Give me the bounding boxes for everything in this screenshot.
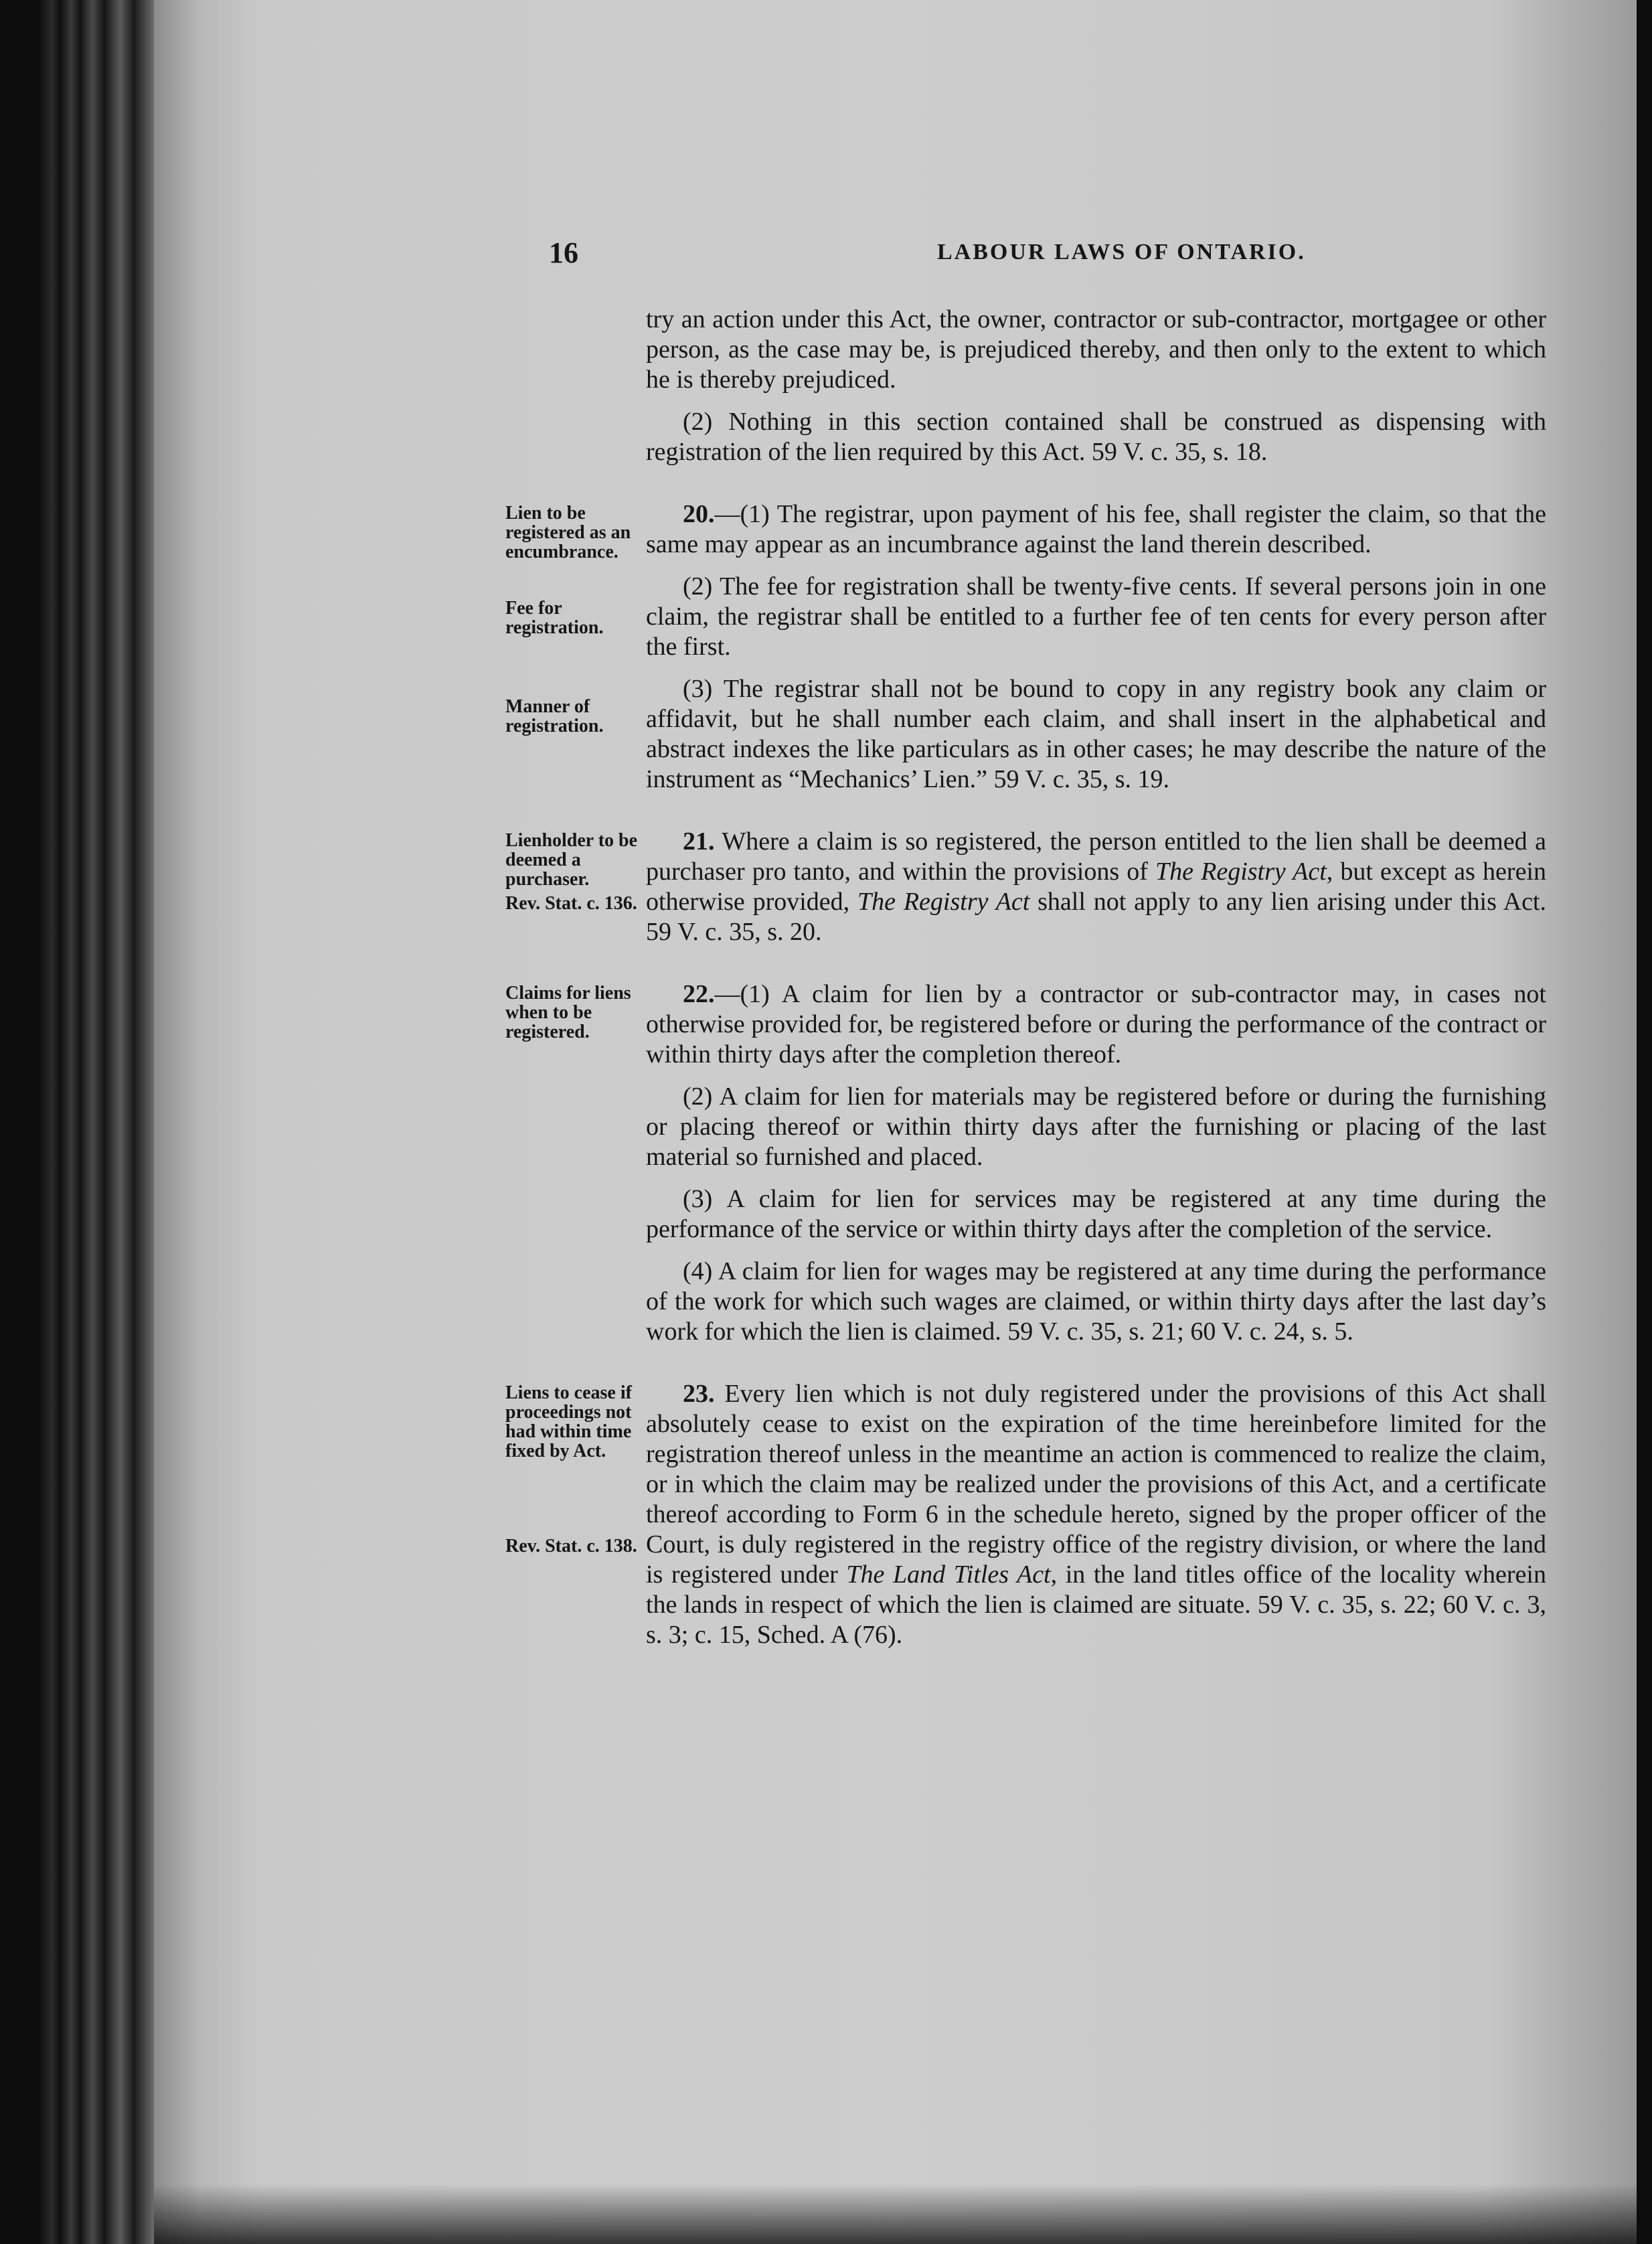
section-text: Where a claim is so registered, the person entitled to the lien shall be deemed a purchaser pro tanto, and within the provisions of <box>646 827 1546 886</box>
section-text: —(1) The registrar, upon payment of his fee, shall register the claim, so that the same may appear as an incumbrance against the land therein described. <box>646 500 1546 558</box>
running-head <box>549 236 1553 276</box>
margin-note: Manner of registration. <box>505 696 604 736</box>
margin-note: Lienholder to be deemed a purchaser. <box>505 830 638 890</box>
page-number: 16 <box>549 236 578 269</box>
section-paragraph: (4) A claim for lien for wages may be registered at any time during the performance of the work for which such wages are claimed, or within thirty days after the last day’s work for which the lien is claimed. 59 V. c. 35, s. 21; 60 V. c. 24, s. 5. <box>646 1257 1546 1346</box>
section-paragraph <box>646 827 1546 947</box>
continuation-paragraph: try an action under this Act, the owner, contractor or sub-contractor, mortgagee or other person, as the case may be, is prejudiced thereby, and then only to the extent to which he is thereby prejudiced. <box>646 305 1546 394</box>
section-number: 23. <box>683 1380 715 1408</box>
section-paragraph: (2) The fee for registration shall be twenty-five cents. If several persons join in one claim, the registrar shall be entitled to a further fee of ten cents for every person after the first. <box>646 572 1546 661</box>
section-text: —(1) A claim for lien by a contractor or sub-contractor may, in cases not otherwise provided for, be registered before or during the performance of the contract or within thirty days after the completion thereof. <box>646 980 1546 1068</box>
section-paragraph <box>646 979 1546 1070</box>
margin-note: Liens to cease if proceedings not had within time fixed by Act. <box>505 1382 632 1461</box>
section-paragraph: (2) A claim for lien for materials may be registered before or during the furnishing or placing thereof or within thirty days after the furnishing or placing of the last material so furnished and placed. <box>646 1083 1546 1171</box>
subsection-paragraph: (2) Nothing in this section contained shall be construed as dispensing with registration of the lien required by this Act. 59 V. c. 35, s. 18. <box>646 408 1546 466</box>
book-page <box>154 0 1637 2244</box>
section-number: 22. <box>683 980 715 1008</box>
section-text: shall not apply to any lien arising under this Act. 59 V. c. 35, s. 20. <box>646 888 1546 946</box>
margin-note: Lien to be registered as an encumbrance. <box>505 503 631 562</box>
page-heading: LABOUR LAWS OF ONTARIO. <box>937 240 1306 264</box>
section-number: 20. <box>683 500 715 528</box>
margin-note: Fee for registration. <box>505 598 604 638</box>
section-22 <box>505 979 1546 1347</box>
section-21 <box>505 827 1546 947</box>
section-paragraph: (3) A claim for lien for services may be registered at any time during the performance of the service or within thirty days after the completion of the service. <box>646 1185 1546 1243</box>
act-title: The Land Titles Act <box>846 1560 1051 1589</box>
section-number: 21. <box>683 827 715 856</box>
margin-note: Claims for liens when to be registered. <box>505 983 631 1042</box>
section-paragraph <box>646 499 1546 560</box>
margin-note: Rev. Stat. c. 138. <box>505 1536 637 1556</box>
section-text: , but except as herein otherwise provided, <box>646 858 1546 916</box>
act-title: The Registry Act <box>1155 858 1327 886</box>
margin-note: Rev. Stat. c. 136. <box>505 893 637 914</box>
section-paragraph: (3) The registrar shall not be bound to copy in any registry book any claim or affidavit, but he shall number each claim, and shall insert in the alphabetical and abstract indexes the like particulars as in other cases; he may describe the nature of the instrument as “Mechanics’ Lien.” 59 V. c. 35, s. 19. <box>646 675 1546 793</box>
section-text: Every lien which is not duly registered under the provisions of this Act shall absolutely cease to exist on the expiration of the time hereinbefore limited for the registration thereof unless in the meantime an action is commenced to realize the claim, or in which the claim may be realized under the provisions of this Act, and a certificate thereof according to Form 6 in the schedule hereto, signed by the proper officer of the Court, is duly registered in the registry office of the registry division, or where the land is registered under <box>646 1380 1546 1589</box>
body-text <box>505 305 1546 1662</box>
section-text: , in the land titles office of the locality wherein the lands in respect of which the lien is claimed are situate. 59 V. c. 35, s. 22; 60 V. c. 3, s. 3; c. 15, Sched. A (76). <box>646 1560 1546 1649</box>
section-paragraph <box>646 1379 1546 1650</box>
section-23 <box>505 1379 1546 1650</box>
act-title: The Registry Act <box>857 888 1030 916</box>
section-20 <box>505 499 1546 795</box>
